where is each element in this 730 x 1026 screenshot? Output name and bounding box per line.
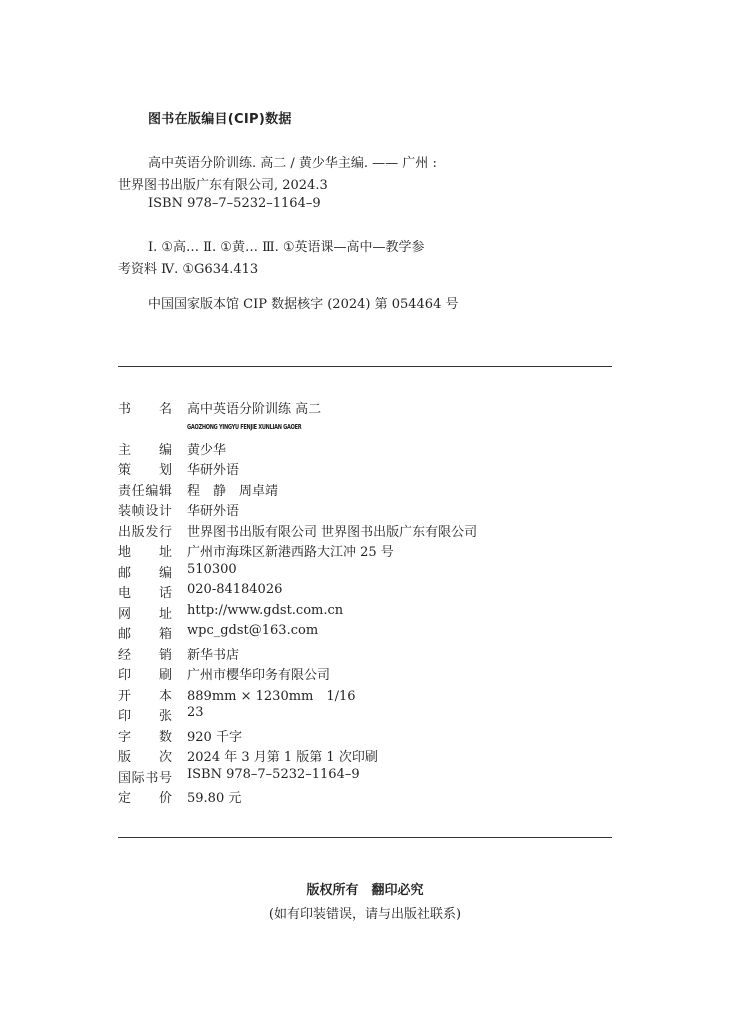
info-label: 印 刷 bbox=[118, 668, 172, 683]
info-value: 高中英语分阶训练 高二 bbox=[187, 402, 322, 417]
pinyin-title: GAOZHONG YINGYU FENJIE XUNLIAN GAOER bbox=[187, 423, 302, 431]
contact-note: (如有印装错误，请与出版社联系) bbox=[268, 907, 462, 922]
cip-line-3: ISBN 978–7–5232–1164–9 bbox=[148, 196, 321, 211]
cip-line-2: 世界图书出版广东有限公司, 2024.3 bbox=[118, 178, 328, 193]
info-value: 2024 年 3 月第 1 版第 1 次印刷 bbox=[187, 750, 378, 765]
cip-line-6: 中国国家版本馆 CIP 数据核字 (2024) 第 054464 号 bbox=[148, 297, 459, 312]
info-label: 策 划 bbox=[118, 463, 172, 478]
info-value: 华研外语 bbox=[187, 504, 240, 519]
info-value: ISBN 978–7–5232–1164–9 bbox=[187, 766, 360, 782]
info-value: 020-84184026 bbox=[187, 582, 283, 597]
bottom-divider bbox=[118, 837, 612, 838]
info-value: 920 千字 bbox=[187, 729, 242, 745]
info-label: 书 名 bbox=[118, 402, 172, 417]
top-divider bbox=[118, 366, 612, 367]
info-label: 经 销 bbox=[118, 647, 172, 663]
info-label: 国际书号 bbox=[118, 770, 172, 786]
info-value: 华研外语 bbox=[187, 463, 240, 478]
info-value: 黄少华 bbox=[187, 442, 227, 458]
info-label: 电 话 bbox=[118, 586, 172, 601]
info-value: 新华书店 bbox=[187, 647, 240, 663]
copyright-notice: 版权所有 翻印必究 bbox=[306, 883, 424, 898]
info-value: 59.80 元 bbox=[187, 791, 242, 806]
info-value: 889mm × 1230mm 1/16 bbox=[187, 688, 356, 704]
info-label: 出版发行 bbox=[118, 524, 172, 540]
info-label: 字 数 bbox=[118, 729, 172, 745]
cip-title: 图书在版编目(CIP)数据 bbox=[148, 112, 292, 127]
info-value: wpc_gdst@163.com bbox=[187, 623, 319, 638]
info-label: 开 本 bbox=[118, 688, 172, 704]
cip-line-1: 高中英语分阶训练. 高二 / 黄少华主编. —— 广州 : bbox=[148, 156, 437, 171]
info-label: 主 编 bbox=[118, 442, 172, 458]
info-label: 印 张 bbox=[118, 709, 172, 724]
cip-line-5: 考资料 Ⅳ. ①G634.413 bbox=[118, 262, 259, 277]
info-label: 责任编辑 bbox=[118, 483, 172, 499]
info-value: 程 静 周卓靖 bbox=[187, 483, 279, 499]
info-label: 网 址 bbox=[118, 606, 172, 622]
info-label: 邮 箱 bbox=[118, 627, 172, 642]
info-label: 装帧设计 bbox=[118, 504, 172, 519]
info-label: 版 次 bbox=[118, 750, 172, 765]
info-value: 23 bbox=[187, 705, 204, 720]
info-value: 广州市海珠区新港西路大江冲 25 号 bbox=[187, 545, 394, 560]
info-value: http://www.gdst.com.cn bbox=[187, 602, 344, 618]
info-value: 世界图书出版有限公司 世界图书出版广东有限公司 bbox=[187, 524, 478, 540]
info-value: 广州市樱华印务有限公司 bbox=[187, 668, 331, 683]
info-label: 定 价 bbox=[118, 791, 172, 806]
cip-line-4: Ⅰ. ①高… Ⅱ. ①黄… Ⅲ. ①英语课—高中—教学参 bbox=[148, 240, 425, 255]
info-label: 地 址 bbox=[118, 545, 172, 560]
info-label: 邮 编 bbox=[118, 565, 172, 581]
info-value: 510300 bbox=[187, 561, 237, 577]
